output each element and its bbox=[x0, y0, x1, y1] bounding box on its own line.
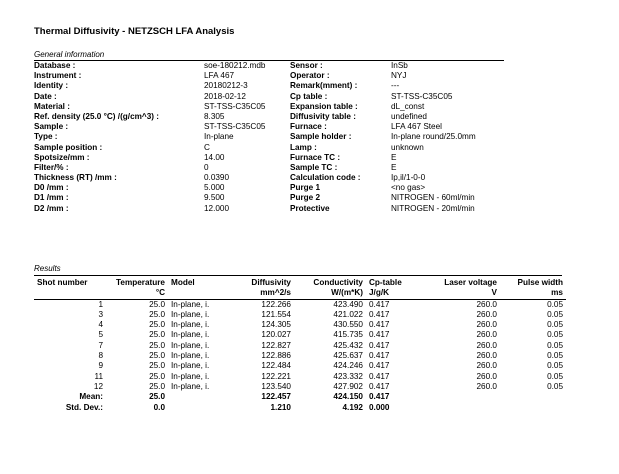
table-cell: In-plane, i. bbox=[171, 361, 210, 371]
table-cell: 25.0 bbox=[149, 330, 165, 340]
table-cell: 0.05 bbox=[547, 340, 563, 350]
table-cell: 0.417 bbox=[369, 330, 390, 340]
info-label: Sample : bbox=[34, 122, 69, 132]
table-cell: 124.305 bbox=[261, 320, 291, 330]
table-cell: 0.417 bbox=[369, 309, 390, 319]
column-header: Cp-table bbox=[369, 278, 402, 287]
info-label: Thickness (RT) /mm : bbox=[34, 173, 117, 183]
info-value: ST-TSS-C35C05 bbox=[204, 101, 266, 111]
info-label: Lamp : bbox=[290, 142, 317, 152]
table-cell: 0.417 bbox=[369, 340, 390, 350]
info-label: Cp table : bbox=[290, 91, 328, 101]
summary-cell bbox=[500, 392, 566, 402]
table-cell: 260.0 bbox=[476, 351, 497, 361]
table-cell: 260.0 bbox=[476, 330, 497, 340]
summary-cell: 122.457 bbox=[261, 392, 291, 402]
table-cell: 260.0 bbox=[476, 320, 497, 330]
table-cell: 11 bbox=[94, 371, 103, 381]
info-value: dL_const bbox=[391, 101, 425, 111]
summary-cell bbox=[500, 403, 566, 413]
info-label: Operator : bbox=[290, 71, 330, 81]
info-value: NYJ bbox=[391, 71, 407, 81]
info-value: InSb bbox=[391, 61, 408, 70]
info-label: Expansion table : bbox=[290, 101, 358, 111]
table-cell: 3 bbox=[98, 309, 103, 319]
table-cell: 25.0 bbox=[149, 309, 165, 319]
summary-cell bbox=[418, 403, 500, 413]
summary-row bbox=[34, 403, 566, 413]
table-cell: 12 bbox=[93, 381, 103, 391]
table-cell: 0.05 bbox=[547, 330, 563, 340]
info-label: Filter/% : bbox=[34, 162, 69, 172]
table-cell: 260.0 bbox=[476, 371, 497, 381]
column-header: Shot number bbox=[37, 278, 88, 287]
results-heading: Results bbox=[34, 264, 61, 273]
summary-cell bbox=[418, 392, 500, 402]
table-cell: 430.550 bbox=[333, 320, 363, 330]
table-cell: 0.05 bbox=[547, 381, 563, 391]
column-unit bbox=[168, 288, 232, 299]
table-cell: 122.827 bbox=[261, 340, 291, 350]
info-value: 2018-02-12 bbox=[204, 91, 246, 101]
table-cell: In-plane, i. bbox=[171, 320, 210, 330]
table-cell: 0.417 bbox=[369, 371, 390, 381]
summary-cell: 424.150 bbox=[333, 392, 363, 402]
info-label: Remark(mment) : bbox=[290, 81, 358, 91]
table-cell: 0.417 bbox=[369, 320, 390, 330]
table-row bbox=[34, 320, 566, 330]
summary-cell: 25.0 bbox=[149, 392, 165, 402]
info-value: Ip,il/1-0-0 bbox=[391, 173, 426, 183]
results-header-row bbox=[34, 278, 566, 288]
info-label: Sample holder : bbox=[290, 132, 352, 142]
info-value: 5.000 bbox=[204, 183, 225, 193]
column-unit bbox=[34, 288, 106, 299]
table-cell: In-plane, i. bbox=[171, 351, 210, 361]
summary-row bbox=[34, 392, 566, 402]
table-cell: 260.0 bbox=[476, 340, 497, 350]
summary-cell: 4.192 bbox=[342, 402, 363, 412]
results-divider bbox=[34, 275, 562, 276]
info-value: In-plane bbox=[204, 132, 234, 142]
results-units-row bbox=[34, 288, 566, 299]
column-unit: ms bbox=[500, 288, 566, 299]
table-cell: 0.05 bbox=[547, 320, 563, 330]
table-cell: 0.05 bbox=[547, 371, 563, 381]
table-cell: In-plane, i. bbox=[171, 299, 210, 309]
info-value: unknown bbox=[391, 142, 424, 152]
info-label: D1 /mm : bbox=[34, 193, 69, 203]
table-cell: 25.0 bbox=[149, 320, 165, 330]
info-label: Date : bbox=[34, 91, 57, 101]
info-value: 8.305 bbox=[204, 111, 225, 121]
table-cell: 0.05 bbox=[547, 309, 563, 319]
table-cell: 415.735 bbox=[333, 330, 363, 340]
table-row bbox=[34, 361, 566, 371]
info-label: Type : bbox=[34, 132, 58, 142]
info-value: LFA 467 Steel bbox=[391, 122, 442, 132]
column-header: Model bbox=[171, 278, 195, 287]
table-cell: 9 bbox=[98, 361, 103, 371]
summary-cell: Mean: bbox=[79, 392, 103, 402]
table-cell: 424.246 bbox=[333, 361, 363, 371]
column-unit: V bbox=[418, 288, 500, 299]
summary-cell: 0.000 bbox=[369, 402, 390, 412]
table-cell: 0.417 bbox=[369, 381, 390, 391]
table-cell: 122.221 bbox=[261, 371, 291, 381]
table-cell: 260.0 bbox=[476, 309, 497, 319]
report-title: Thermal Diffusivity - NETZSCH LFA Analysis bbox=[34, 26, 235, 37]
info-label: Purge 1 bbox=[290, 183, 321, 193]
table-cell: 122.484 bbox=[261, 361, 291, 371]
summary-cell bbox=[168, 403, 232, 413]
table-row bbox=[34, 341, 566, 351]
table-cell: 8 bbox=[98, 351, 103, 361]
info-value: 20180212-3 bbox=[204, 81, 248, 91]
results-table bbox=[34, 278, 566, 413]
table-cell: 423.332 bbox=[333, 371, 363, 381]
table-cell: 260.0 bbox=[476, 299, 497, 309]
table-cell: 425.432 bbox=[333, 340, 363, 350]
info-label: Identity : bbox=[34, 81, 69, 91]
table-row bbox=[34, 330, 566, 340]
info-label: D0 /mm : bbox=[34, 183, 69, 193]
summary-cell: Std. Dev.: bbox=[65, 402, 103, 412]
info-label: Sensor : bbox=[290, 61, 323, 70]
table-row bbox=[34, 310, 566, 320]
info-label: Sample TC : bbox=[290, 162, 338, 172]
table-row bbox=[34, 299, 566, 310]
table-cell: In-plane, i. bbox=[171, 381, 210, 391]
info-value: ST-TSS-C35C05 bbox=[391, 91, 453, 101]
table-cell: In-plane, i. bbox=[171, 309, 210, 319]
table-cell: 5 bbox=[98, 330, 103, 340]
table-cell: 0.05 bbox=[547, 299, 563, 309]
table-cell: In-plane, i. bbox=[171, 371, 210, 381]
info-value: <no gas> bbox=[391, 183, 426, 193]
table-cell: 260.0 bbox=[476, 361, 497, 371]
column-header: Conductivity bbox=[313, 278, 363, 287]
table-cell: 0.417 bbox=[369, 299, 390, 309]
table-cell: 122.886 bbox=[261, 351, 291, 361]
summary-cell bbox=[168, 392, 232, 402]
table-cell: 421.022 bbox=[333, 309, 363, 319]
column-unit: W/(m*K) bbox=[294, 288, 366, 299]
table-cell: 0.05 bbox=[547, 351, 563, 361]
info-label: Material : bbox=[34, 101, 70, 111]
column-header: Laser voltage bbox=[444, 278, 497, 287]
info-value: E bbox=[391, 162, 397, 172]
info-label: Sample position : bbox=[34, 142, 103, 152]
info-value: 12.000 bbox=[204, 203, 230, 213]
column-unit: J/g/K bbox=[366, 288, 418, 299]
info-value: 14.00 bbox=[204, 152, 225, 162]
table-cell: In-plane, i. bbox=[171, 340, 210, 350]
summary-cell: 1.210 bbox=[270, 402, 291, 412]
info-label: Furnace : bbox=[290, 122, 327, 132]
table-cell: 0.05 bbox=[547, 361, 563, 371]
column-header: Diffusivity bbox=[251, 278, 291, 287]
table-cell: 25.0 bbox=[149, 371, 165, 381]
info-label: D2 /mm : bbox=[34, 203, 69, 213]
info-value: E bbox=[391, 152, 397, 162]
info-label: Calculation code : bbox=[290, 173, 361, 183]
info-label: Spotsize/mm : bbox=[34, 152, 90, 162]
table-row bbox=[34, 372, 566, 382]
table-cell: 25.0 bbox=[149, 351, 165, 361]
table-cell: In-plane, i. bbox=[171, 330, 210, 340]
table-cell: 25.0 bbox=[149, 361, 165, 371]
info-value: 0 bbox=[204, 162, 209, 172]
column-unit: mm^2/s bbox=[232, 288, 294, 299]
info-value: soe-180212.mdb bbox=[204, 61, 266, 70]
info-label: Purge 2 bbox=[290, 193, 321, 203]
table-cell: 425.637 bbox=[333, 351, 363, 361]
table-cell: 423.490 bbox=[333, 299, 363, 309]
info-label: Ref. density (25.0 °C) /(g/cm^3) : bbox=[34, 111, 159, 121]
info-value: In-plane round/25.0mm bbox=[391, 132, 476, 142]
table-row bbox=[34, 351, 566, 361]
info-value: 9.500 bbox=[204, 193, 225, 203]
general-info-divider bbox=[34, 60, 504, 61]
info-value: ST-TSS-C35C05 bbox=[204, 122, 266, 132]
table-cell: 0.417 bbox=[369, 361, 390, 371]
info-value: NITROGEN - 60ml/min bbox=[391, 193, 475, 203]
info-label: Database : bbox=[34, 61, 76, 70]
results-body bbox=[34, 299, 566, 413]
table-cell: 7 bbox=[98, 340, 103, 350]
table-cell: 1 bbox=[98, 299, 103, 309]
table-cell: 0.417 bbox=[369, 351, 390, 361]
column-header: Pulse width bbox=[517, 278, 563, 287]
table-cell: 4 bbox=[98, 320, 103, 330]
info-label: Instrument : bbox=[34, 71, 82, 81]
info-label: Diffusivity table : bbox=[290, 111, 356, 121]
column-unit: °C bbox=[106, 288, 168, 299]
info-value: NITROGEN - 20ml/min bbox=[391, 203, 475, 213]
table-cell: 25.0 bbox=[149, 299, 165, 309]
info-label: Furnace TC : bbox=[290, 152, 341, 162]
info-value: 0.0390 bbox=[204, 173, 230, 183]
column-header: Temperature bbox=[116, 278, 165, 287]
summary-cell: 0.417 bbox=[369, 392, 390, 402]
info-value: undefined bbox=[391, 111, 427, 121]
info-label: Protective bbox=[290, 203, 330, 213]
table-cell: 120.027 bbox=[261, 330, 291, 340]
table-cell: 122.266 bbox=[261, 299, 291, 309]
table-row bbox=[34, 382, 566, 392]
info-value: C bbox=[204, 142, 210, 152]
info-value: LFA 467 bbox=[204, 71, 235, 81]
table-cell: 25.0 bbox=[149, 340, 165, 350]
general-info-heading: General information bbox=[34, 50, 105, 59]
table-cell: 427.902 bbox=[333, 381, 363, 391]
table-cell: 121.554 bbox=[261, 309, 291, 319]
summary-cell: 0.0 bbox=[153, 402, 165, 412]
table-cell: 123.540 bbox=[261, 381, 291, 391]
table-cell: 25.0 bbox=[149, 381, 165, 391]
table-cell: 260.0 bbox=[476, 381, 497, 391]
info-value: --- bbox=[391, 81, 400, 91]
